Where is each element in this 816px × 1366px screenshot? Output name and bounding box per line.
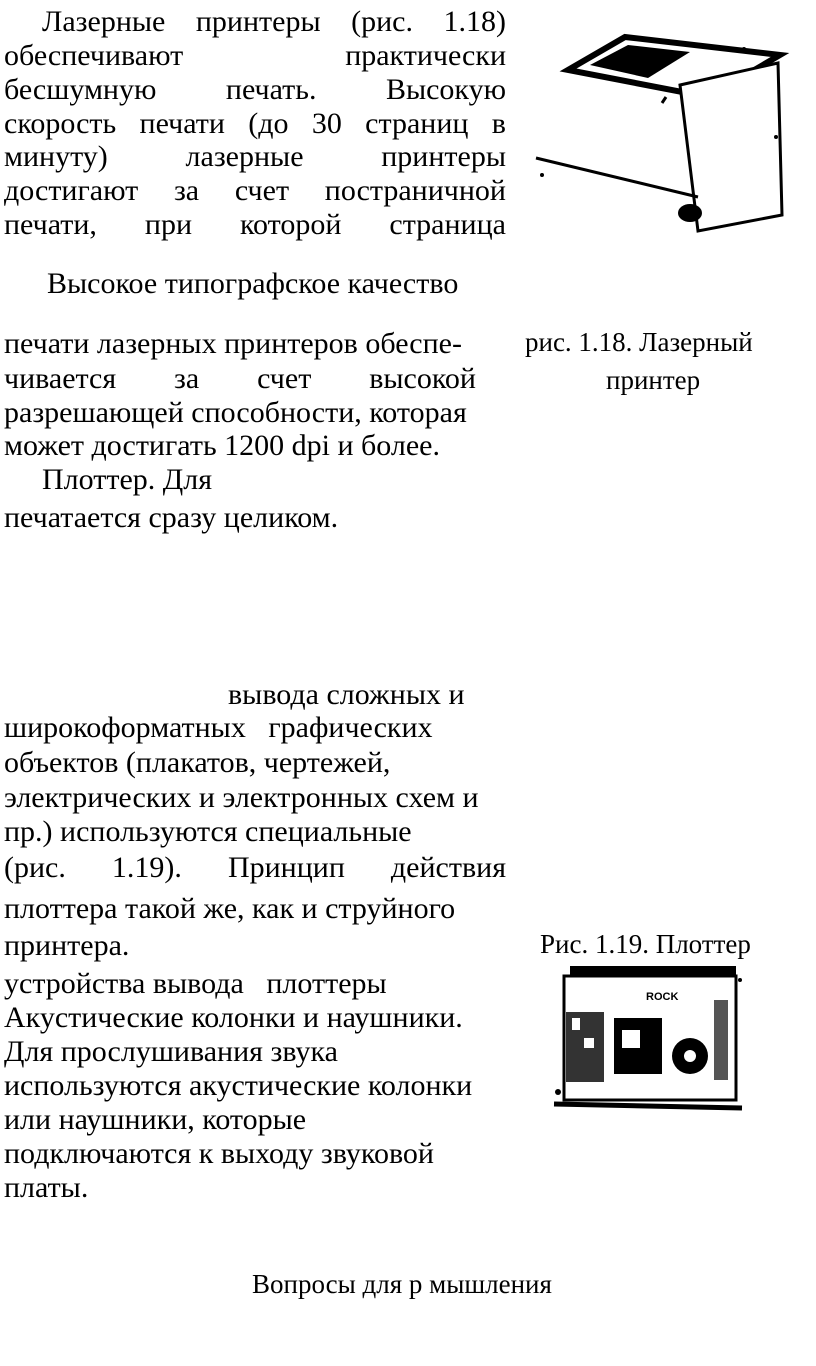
plotter-image (550, 960, 750, 1120)
para2-line-4: может достигать 1200 dpi и более. (4, 429, 440, 462)
para4-line-2: Для прослушивания звука (4, 1035, 338, 1068)
para3-line-5: пр.) используются специальные (4, 815, 412, 848)
para3-line-2: широкоформатных графических (4, 711, 433, 744)
para1-line-1: Лазерные принтеры (рис. 1.18) (42, 5, 506, 38)
para3-line-4: электрических и электронных схем и (4, 781, 479, 814)
fig-1-18-caption-line-2: принтер (606, 365, 701, 395)
para4-line-5: подключаются к выходу звуковой (4, 1137, 434, 1170)
para3-line-6: (рис. 1.19). Принцип действия (4, 851, 506, 884)
para1-line-3: бесшумную печать. Высокую (4, 73, 506, 106)
para1-line-7: печати, при которой страница (4, 208, 506, 241)
laser-printer-image (530, 25, 790, 235)
para2-line-2: чивается за счет высокой (4, 362, 476, 395)
para1-line-6: достигают за счет постраничной (4, 174, 506, 207)
para3-line-1: вывода сложных и (228, 678, 465, 711)
para1-line-5: минуту) лазерные принтеры (4, 140, 506, 173)
para2-line-5: Плоттер. Для (42, 463, 213, 496)
plotter-label: ROCK (646, 991, 679, 1003)
para3-line-3: объектов (плакатов, чертежей, (4, 746, 391, 779)
quality-heading: Высокое типографское качество (47, 267, 459, 300)
para3-line-8: принтера. (4, 929, 130, 962)
footer-heading: Вопросы для р мышления (252, 1269, 552, 1299)
para4-line-4: или наушники, которые (4, 1103, 307, 1136)
para1-line-2: обеспечивают практически (4, 39, 506, 72)
para2-line-6: печатается сразу целиком. (4, 501, 339, 534)
para4-line-3: используются акустические колонки (4, 1069, 473, 1102)
para2-line-3: разрешающей способности, которая (4, 396, 467, 429)
para3-line-7: плоттера такой же, как и струйного (4, 892, 456, 925)
para4-line-1: Акустические колонки и наушники. (4, 1001, 463, 1034)
fig-1-19-caption: Рис. 1.19. Плоттер (540, 929, 751, 959)
para2-line-1: печати лазерных принтеров обеспе- (4, 327, 462, 360)
para4-line-6: платы. (4, 1171, 89, 1204)
para3-line-9: устройства вывода плоттеры (4, 967, 387, 1000)
fig-1-18-caption-line-1: рис. 1.18. Лазерный (525, 327, 753, 357)
para1-line-4: скорость печати (до 30 страниц в (4, 107, 506, 140)
